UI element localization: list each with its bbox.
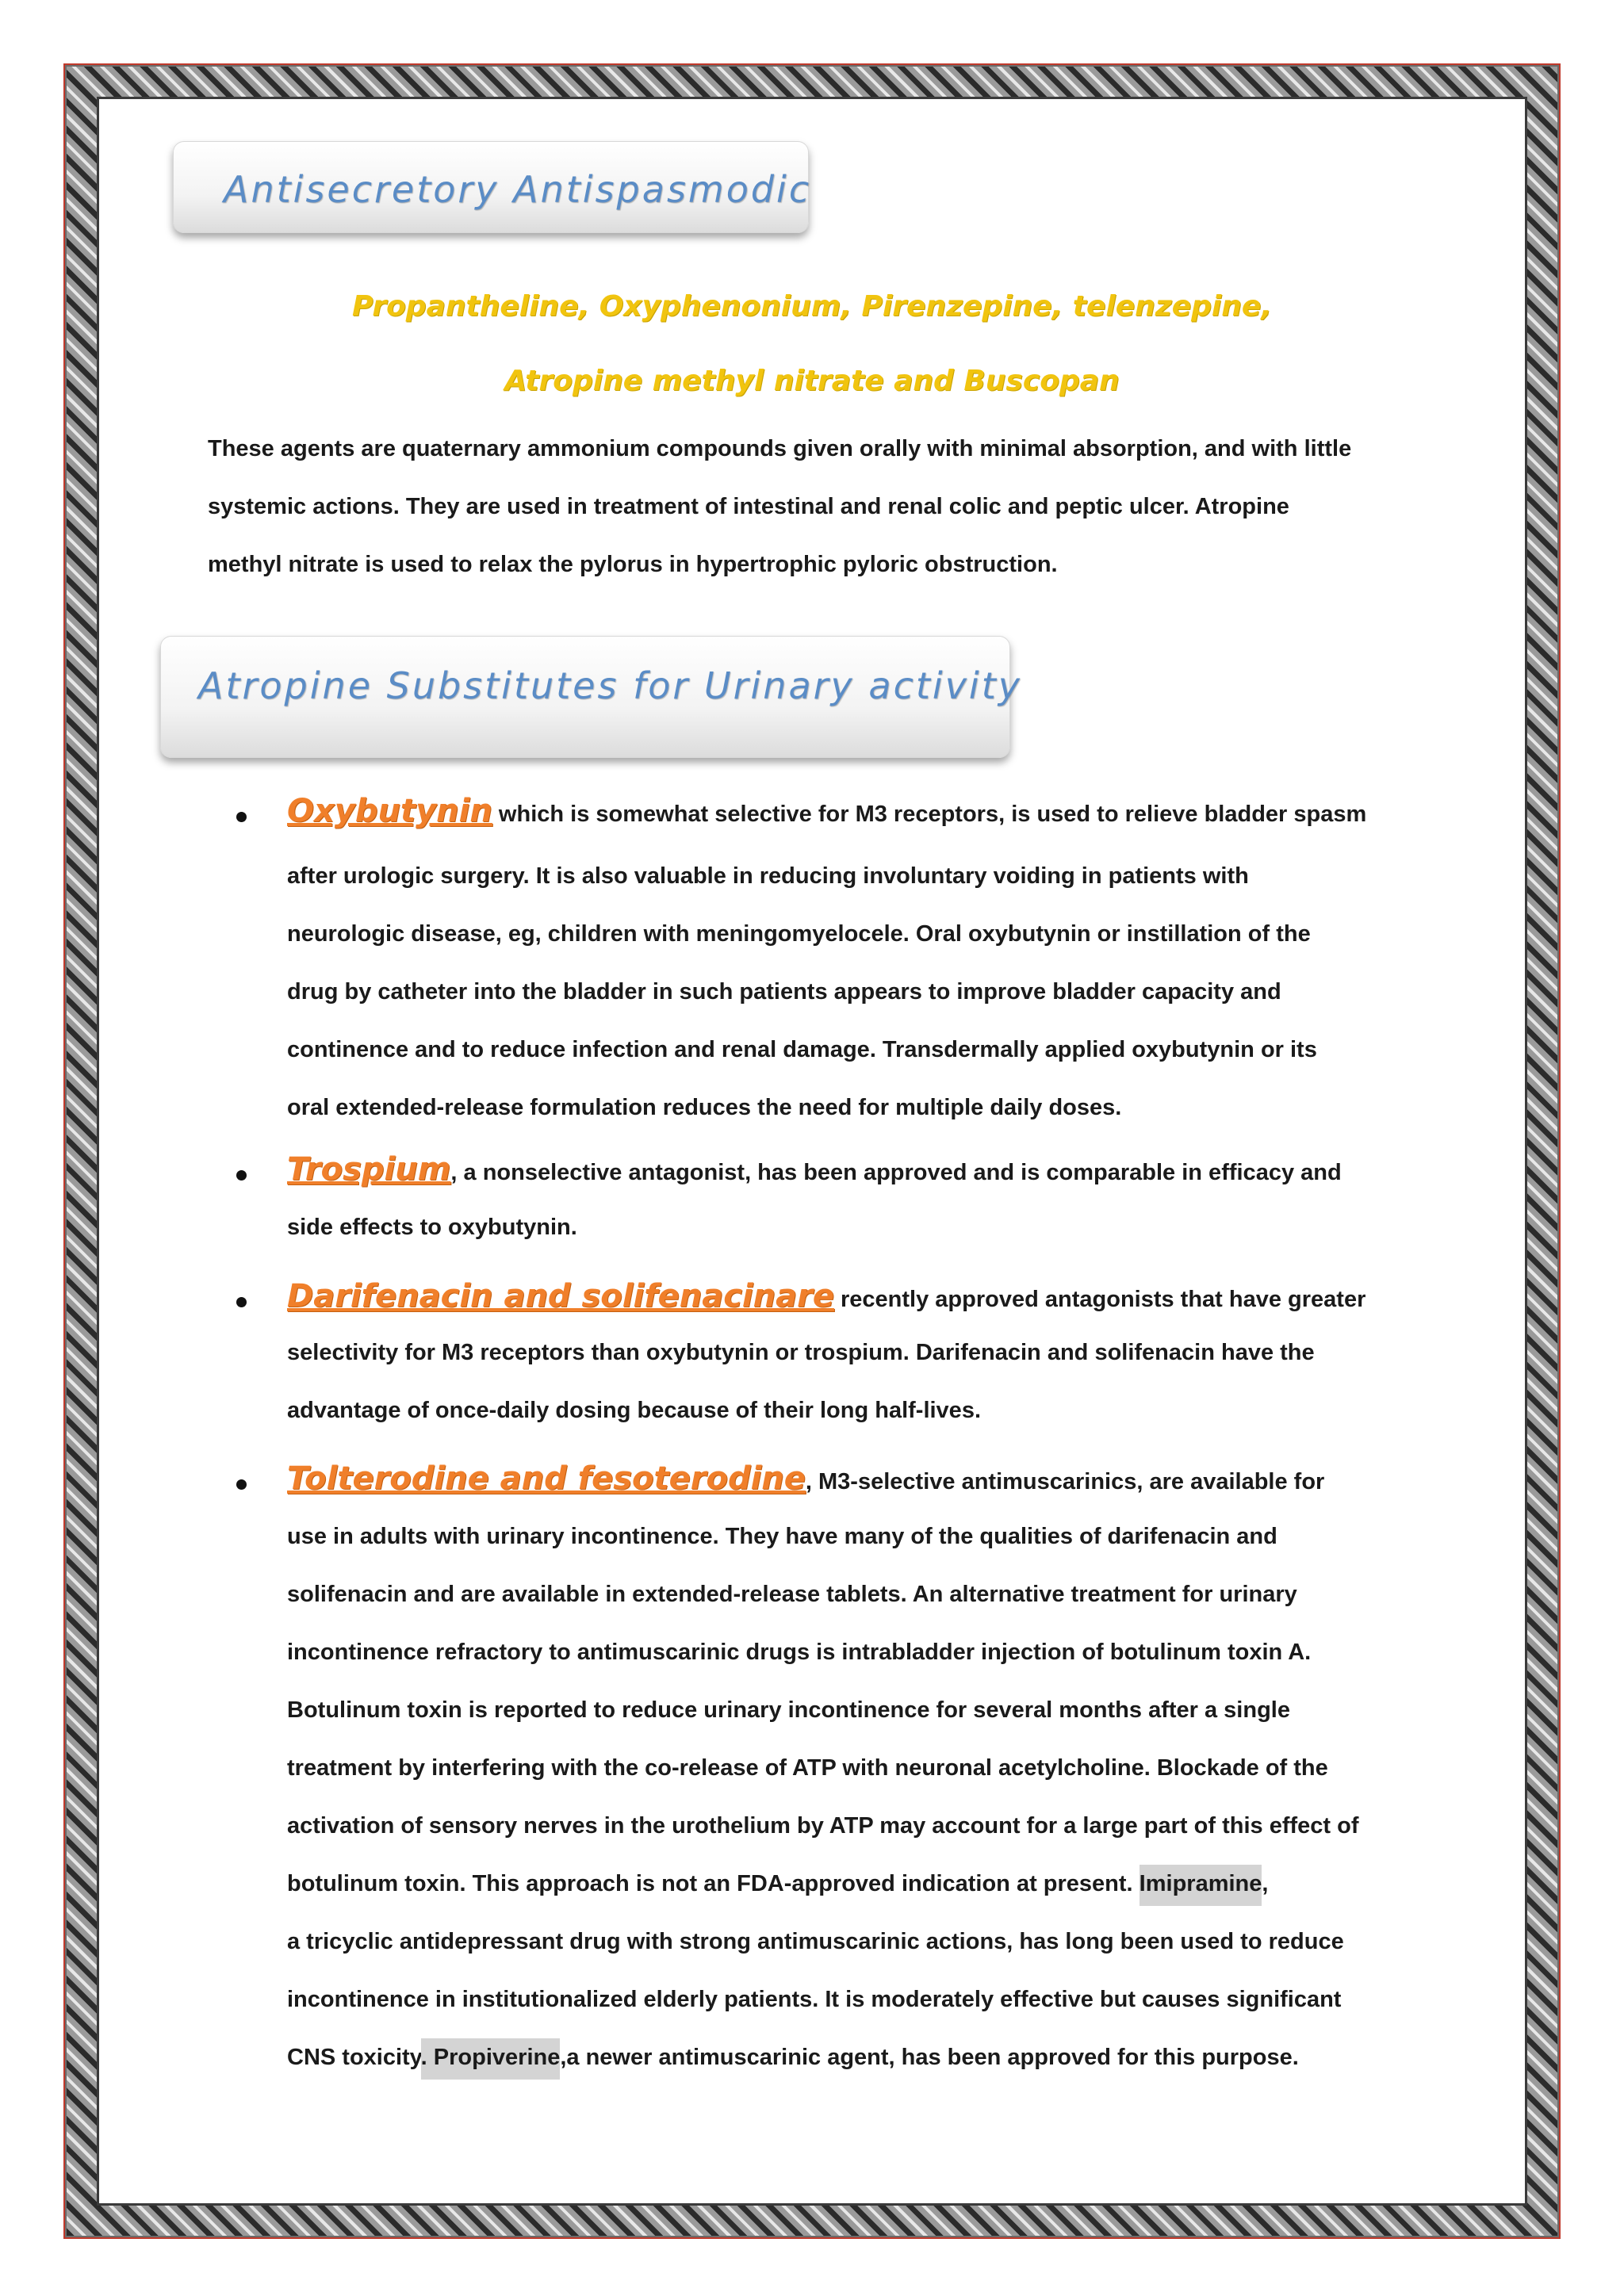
- list-item-first-line: [287, 793, 1366, 829]
- bullet-point: [236, 1297, 247, 1307]
- paragraph-line: drug by catheter into the bladder in such patients appears to improve bladder capacity and: [287, 979, 1281, 1004]
- drug-name-darifenacin-solifenacin: Darifenacin and solifenacinare: [287, 1278, 834, 1314]
- paragraph-line: methyl nitrate is used to relax the pylorus in hypertrophic pyloric obstruction.: [208, 552, 1058, 577]
- drug-name-tolterodine-fesoterodine: Tolterodine and fesoterodine: [287, 1460, 806, 1497]
- paragraph-line: activation of sensory nerves in the urothelium by ATP may account for a large part of this effect of: [287, 1813, 1359, 1839]
- line-text: ,: [1262, 1871, 1269, 1896]
- drug-name-trospium: Trospium: [287, 1151, 451, 1188]
- highlight-imipramine: Imipramine: [1139, 1865, 1262, 1906]
- paragraph-line: side effects to oxybutynin.: [287, 1215, 577, 1240]
- line-text: botulinum toxin. This approach is not an FDA-approved indication at present.: [287, 1871, 1139, 1896]
- drug-list-line-1: Propantheline, Oxyphenonium, Pirenzepine, telenzepine,: [352, 290, 1272, 323]
- paragraph-line: neurologic disease, eg, children with meningomyelocele. Oral oxybutynin or instillation of the: [287, 921, 1311, 947]
- paragraph-line: continence and to reduce infection and renal damage. Transdermally applied oxybutynin or its: [287, 1037, 1317, 1062]
- first-line-text: recently approved antagonists that have greater: [833, 1287, 1366, 1312]
- highlight-propiverine: . Propiverine: [421, 2038, 561, 2080]
- paragraph-line: treatment by interfering with the co-release of ATP with neuronal acetylcholine. Blockade of the: [287, 1755, 1328, 1781]
- paragraph-line: incontinence in institutionalized elderly patients. It is moderately effective but causes significant: [287, 1987, 1342, 2012]
- first-line-text: , M3-selective antimuscarinics, are available for: [805, 1469, 1325, 1494]
- paragraph-line: incontinence refractory to antimuscarinic drugs is intrabladder injection of botulinum toxin A.: [287, 1640, 1312, 1665]
- section-title-antisecretory: Antisecretory Antispasmodic: [224, 168, 812, 211]
- paragraph-line: selectivity for M3 receptors than oxybutynin or trospium. Darifenacin and solifenacin have the: [287, 1340, 1315, 1365]
- drug-list-line-2: Atropine methyl nitrate and Buscopan: [504, 365, 1120, 397]
- drug-name-oxybutynin: Oxybutynin: [287, 793, 492, 829]
- paragraph-line: advantage of once-daily dosing because of their long half-lives.: [287, 1398, 981, 1423]
- line-text: CNS toxicity: [287, 2045, 421, 2070]
- paragraph-line: oral extended-release formulation reduces the need for multiple daily doses.: [287, 1095, 1122, 1120]
- list-item-first-line: [287, 1460, 1324, 1497]
- first-line-text: , a nonselective antagonist, has been approved and is comparable in efficacy and: [450, 1160, 1342, 1185]
- bullet-point: [236, 812, 247, 822]
- first-line-text: which is somewhat selective for M3 receptors, is used to relieve bladder spasm: [492, 802, 1367, 827]
- paragraph-line: use in adults with urinary incontinence. They have many of the qualities of darifenacin and: [287, 1524, 1277, 1549]
- paragraph-line: [287, 1871, 1268, 1897]
- section-title-urinary: Atropine Substitutes for Urinary activity: [198, 664, 1022, 707]
- list-item-first-line: [287, 1278, 1365, 1314]
- paragraph-line: after urologic surgery. It is also valuable in reducing involuntary voiding in patients with: [287, 863, 1249, 889]
- paragraph-line: These agents are quaternary ammonium compounds given orally with minimal absorption, and with little: [208, 436, 1352, 461]
- list-item-first-line: [287, 1151, 1342, 1188]
- paragraph-line: solifenacin and are available in extended-release tablets. An alternative treatment for urinary: [287, 1582, 1297, 1607]
- paragraph-line: [287, 2045, 1299, 2071]
- bullet-point: [236, 1479, 247, 1490]
- paragraph-line: a tricyclic antidepressant drug with strong antimuscarinic actions, has long been used to reduce: [287, 1929, 1344, 1954]
- bullet-point: [236, 1170, 247, 1181]
- line-text: ,a newer antimuscarinic agent, has been approved for this purpose.: [560, 2045, 1299, 2070]
- paragraph-line: Botulinum toxin is reported to reduce urinary incontinence for several months after a single: [287, 1697, 1290, 1723]
- paragraph-line: systemic actions. They are used in treatment of intestinal and renal colic and peptic ulcer. Atropine: [208, 494, 1289, 519]
